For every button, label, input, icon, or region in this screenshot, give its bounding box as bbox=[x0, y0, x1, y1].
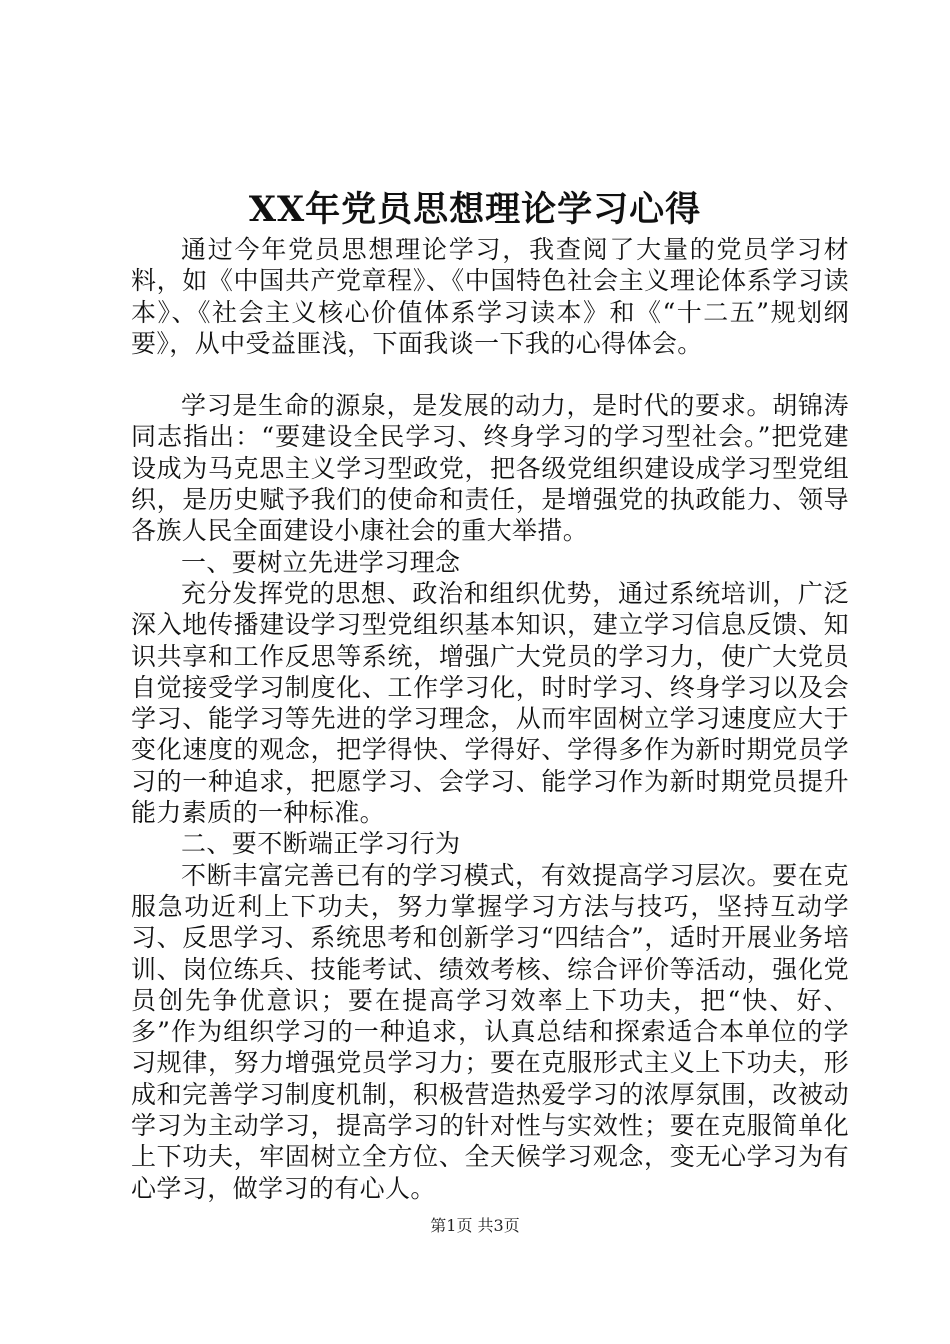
paragraph-section-1: 充分发挥党的思想、政治和组织优势，通过系统培训，广泛深入地传播建设学习型党组织基本知识，建立学习信息反馈、知识共享和工作反思等系统，增强广大党员的学习力，使广大党员自觉接受学习制度化、工作学习化，时时学习、终身学习以及会学习、能学习等先进的学习理念，从而牢固树立学习速度应大于变化速度的观念，把学得快、学得好、学得多作为新时期党员学习的一种追求，把愿学习、会学习、能学习作为新时期党员提升能力素质的一种标准。 bbox=[131, 578, 849, 828]
paragraph-spacer bbox=[131, 359, 849, 390]
page-footer: 第1页 共3页 bbox=[430, 1216, 520, 1235]
paragraph-intro: 通过今年党员思想理论学习，我查阅了大量的党员学习材料，如《中国共产党章程》、《中国特色社会主义理论体系学习读本》、《社会主义核心价值体系学习读本》和《“十二五”规划纲要》，从中受益匪浅，下面我谈一下我的心得体会。 bbox=[131, 235, 849, 358]
document-title: XX年党员思想理论学习心得 bbox=[248, 189, 702, 230]
document-body bbox=[131, 234, 849, 1204]
paragraph-section-2: 不断丰富完善已有的学习模式，有效提高学习层次。要在克服急功近利上下功夫，努力掌握学习方法与技巧，坚持互动学习、反思学习、系统思考和创新学习“四结合”，适时开展业务培训、岗位练兵、技能考试、绩效考核、综合评价等活动，强化党员创先争优意识；要在提高学习效率上下功夫，把“快、好、多”作为组织学习的一种追求，认真总结和探索适合本单位的学习规律，努力增强党员学习力；要在克服形式主义上下功夫，形成和完善学习制度机制，积极营造热爱学习的浓厚氛围，改被动学习为主动学习，提高学习的针对性与实效性；要在克服简单化上下功夫，牢固树立全方位、全天候学习观念，变无心学习为有心学习，做学习的有心人。 bbox=[131, 860, 849, 1203]
section-heading-1: 一、要树立先进学习理念 bbox=[181, 547, 461, 577]
section-heading-2: 二、要不断端正学习行为 bbox=[181, 829, 461, 859]
paragraph-learning-importance: 学习是生命的源泉，是发展的动力，是时代的要求。胡锦涛同志指出：“要建设全民学习、终身学习的学习型社会。”把党建设成为马克思主义学习型政党，把各级党组织建设成学习型党组织，是历史赋予我们的使命和责任，是增强党的执政能力、领导各族人民全面建设小康社会的重大举措。 bbox=[131, 391, 849, 546]
